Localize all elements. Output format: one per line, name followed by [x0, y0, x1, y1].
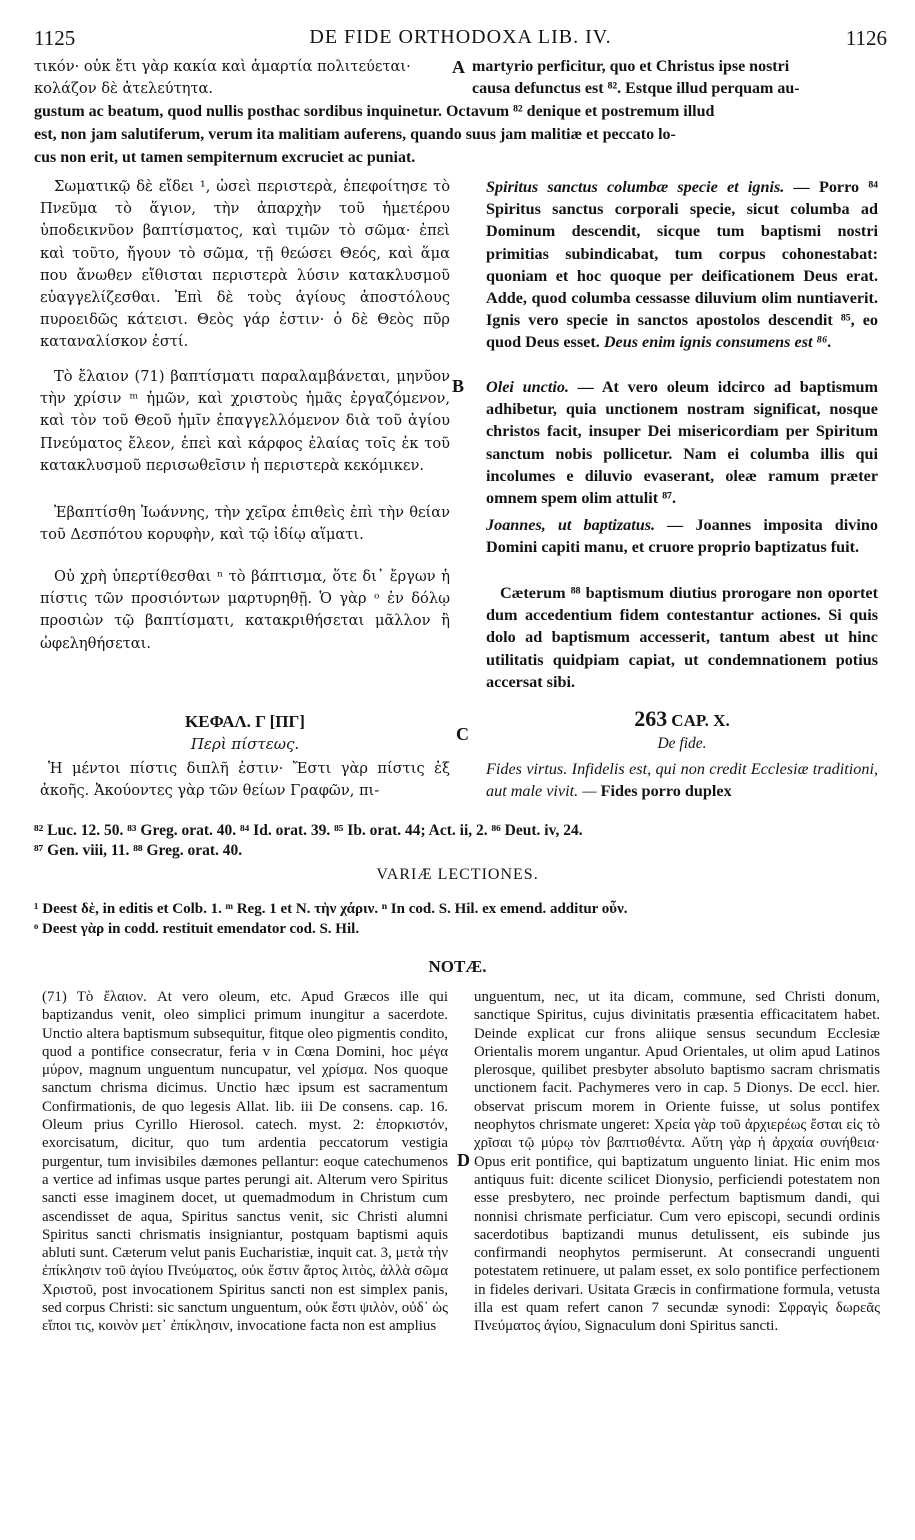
- latin-chapter-subtitle: De fide.: [657, 735, 707, 752]
- latin-text-3: Joannes imposita divino Domini capiti manu, et cruore proprio baptizatus fuit.: [486, 516, 878, 557]
- latin-sidenote-3: Joannes, ut baptizatus. —: [486, 516, 684, 534]
- latin-text-1: Porro ⁸⁴ Spiritus sanctus corporali specie, sicut columba ad Dominum descendit, sicque tum baptismi nostri primitias subindicabat, tum corpus cohonestabat: quoniam et hoc quoque per deificationem Deus erat. Adde, quod columba cessasse diluvium olim nuntiaverit. Ignis vero specie in sanctos apostolos descendit ⁸⁵, eo quod Deus esset.: [486, 178, 879, 352]
- intro-latin-line-2: causa defunctus est ⁸². Estque illud perquam au-: [472, 80, 800, 97]
- latin-sidenote-1: Spiritus sanctus columbæ specie et ignis. —: [486, 178, 810, 196]
- variae-line-1: ¹ Deest δὲ, in editis et Colb. 1. ᵐ Reg. 1 et N. τὴν χάριν. ⁿ In cod. S. Hil. ex emend. additur οὖν.: [34, 901, 628, 917]
- references-line-1: ⁸² Luc. 12. 50. ⁸³ Greg. orat. 40. ⁸⁴ Id. orat. 39. ⁸⁵ Ib. orat. 44; Act. ii, 2. ⁸⁶ Deut. iv, 24.: [34, 822, 583, 839]
- margin-mark-d: D: [457, 1150, 470, 1170]
- greek-paragraph-1: Σωματικῷ δὲ εἴδει ¹, ὡσεὶ περιστερὰ, ἐπεφοίτησε τὸ Πνεῦμα τὸ ἅγιον, τὴν ἀπαρχὴν τοῦ ἡμετέρου ὑποδεικνῦον βαπτίσματος, καὶ τιμῶν τὸ σῶμα· ἐπεὶ καὶ τοῦτο, ἤγουν τὸ σῶμα, τῇ θεώσει Θεός, καὶ ἅμα που ἄνωθεν εἴθισται περιστερὰ λύσιν κατακλυσμοῦ εὐαγγελίζεσθαι. Ἐπὶ δὲ τοὺς ἁγίους ἀποστόλους πυροειδῶς κάτεισι. Θεὸς γάρ ἐστιν· ὁ δὲ Θεὸς πῦρ καταναλίσκον ἐστί.: [40, 178, 450, 351]
- notae-title: NOTÆ.: [428, 957, 487, 976]
- notae-right-column: unguentum, nec, ut ita dicam, commune, sed Christi donum, sanctique Spiritus, cujus divinitatis præsentia efficacitatem habet. Deinde explicat cur frons aliique sensus secundum Ecclesiæ Orientalis morem ungantur. Apud Orientales, ut olim apud Latinos plerosque, quilibet presbyter absoluto baptismo sacram chrismatis unctionem facit. Pachymeres vero in cap. 5 Dionys. De eccl. hier. observat priscum morem in Oriente fuisse, ut solus pontifex neophytos chrismate ungeret: Χρεία γὰρ τοῦ ἀρχιερέως ἔσται εἰς τὸ χρῖσαι τῷ μύρῳ τὸν βαπτισθέντα. Αὕτη γὰρ ἡ ἀρχαία συνήθεια· Opus erit pontifice, qui baptizatum unguento liniat. Hic enim mos antiquus fuit: dicente scilicet Dionysio, perficiendi potestatem non esse presbytero, nec proinde perfectum baptismum dandi, qui nonnisi chrismate perficiatur. Cum vero episcopi, secundi ordinis sacerdotibus baptizandi munus detulissent, eis subinde jus confirmandi neophytos permiserunt. At consecrandi unguenti potestatem retinuere, ut palam esset, ex solo pontifice perfectionem in fideles derivari. Usitata Græcis in confirmatione formula, vetusta illa est quam refert canon 7 secundæ synodi: Σφραγὶς δωρεᾶς Πνεύματος ἁγίου, Signaculum doni Spiritus sancti.: [474, 989, 880, 1335]
- greek-paragraph-2: Τὸ ἔλαιον (71) βαπτίσματι παραλαμβάνεται, μηνῦον τὴν χρίσιν ᵐ ἡμῶν, καὶ χριστοὺς ἡμᾶς ἐργαζόμενον, καὶ τὸν τοῦ Θεοῦ ἡμῖν ἐπαγγελλόμενον διὰ τοῦ ἁγίου Πνεύματος ἔλεον, ἐπεὶ καὶ κάρφος ἐλαίας τοῖς ἐκ τοῦ κατακλυσμοῦ περισωθεῖσιν ἡ περιστερὰ κεκόμικεν.: [40, 368, 450, 474]
- latin-sidenote-5: Fides virtus. Infidelis est, qui non credit Ecclesiæ traditioni, aut male vivit. —: [486, 760, 878, 801]
- running-title: DE FIDE ORTHODOXA LIB. IV.: [309, 26, 612, 48]
- greek-paragraph-4: Οὐ χρὴ ὑπερτίθεσθαι ⁿ τὸ βάπτισμα, ὅτε δι᾽ ἔργων ἡ πίστις τῶν προσιόντων μαρτυρηθῇ. Ὁ γὰρ ᵒ ἐν δόλῳ προσιὼν τῷ βαπτίσματι, κατακριθήσεται μᾶλλον ἢ ὠφεληθήσεται.: [40, 568, 450, 652]
- greek-chapter-title: ΚΕΦΑΛ. Γ [ΠΓ]: [185, 712, 305, 731]
- latin-paragraph-3: [486, 514, 878, 582]
- intro-latin-line-1: martyrio perficitur, quo et Christus ipse nostri: [472, 58, 790, 75]
- latin-paragraph-4: Cæterum ⁸⁸ baptismum diutius prorogare non oportet dum accedentium fidem contestantur actiones. Si quis dolo ad baptismum accesserit, tantum abest ut hinc utilitatis quidpiam capiat, ut condemnationem potius accersat sibi.: [486, 584, 878, 691]
- notae-left-column: (71) Τὸ ἔλαιον. At vero oleum, etc. Apud Græcos ille qui baptizandus venit, oleo simplici primum inungitur a sacerdote. Unctio altera baptismum subsequitur, fitque oleo pigmentis condito, quod a pontifice consecratur, feria v in Cœna Domini, hoc μέγα μύρον, magnum unguentum nuncupatur, vel χρίσμα. Nos quoque sanctum chrisma dicimus. Unctio hæc ipsum est sacramentum Confirmationis, de quo legesis Allat. lib. iii De consens. cap. 16. Oleum prius Cyrillo Hierosol. catech. myst. 2: ἐπορκιστόν, exorcisatum, dicitur, quo tum ardentia peccatorum vestigia purgentur, tum invisibiles dæmones pellantur: eoque catechumenos a vertice ad infimas usque partes perungi ait. Alterum vero Spiritus sancti esse imaginem docet, ut quemadmodum in Christum cum ascendisset de aqua, Spiritus sanctus venit, sic Christi alumni Spiritus sancti chrismatis insigniantur, postquam baptismi aquis abluti sunt. Cæterum velut panis Eucharistiæ, inquit cat. 3, μετὰ τὴν ἐπίκλησιν τοῦ ἁγίου Πνεύματος, οὐκ ἔστιν ἄρτος λιτὸς, ἀλλὰ σῶμα Χριστοῦ, post invocationem Spiritus sancti non est simplex panis, sed corpus Christi: sic sanctum unguentum, οὐκ ἔστι ψιλὸν, οὐδ᾽ ὡς εἴποι τις, κοινὸν μετ᾽ ἐπίκλησιν, invocatione facta non est amplius: [42, 989, 448, 1335]
- margin-mark-b: B: [452, 376, 465, 396]
- greek-column: [40, 176, 450, 652]
- variae-lectiones-title: VARIÆ LECTIONES.: [376, 866, 539, 883]
- latin-chapter-heading: [486, 706, 878, 732]
- latin-chapter-title: CAP. X.: [671, 711, 730, 730]
- intro-latin-line-5: cus non erit, ut tamen sempiternum excruciet ac puniat.: [34, 149, 416, 166]
- latin-paragraph-2: [486, 376, 878, 510]
- latin-sidenote-2: Olei unctio. —: [486, 378, 594, 396]
- intro-latin-line-3: gustum ac beatum, quod nullis posthac sordibus inquinetur. Octavum ⁸² denique et postremum illud: [34, 103, 715, 120]
- latin-paragraph-1: [486, 176, 878, 376]
- greek-paragraph-5: Ἡ μέντοι πίστις διπλῆ ἐστιν· Ἔστι γὰρ πίστις ἐξ ἀκοῆς. Ἀκούοντες γὰρ τῶν θείων Γραφῶν, πι-: [40, 760, 450, 800]
- latin-text-1-end: Deus enim ignis consumens est ⁸⁶.: [603, 333, 832, 352]
- latin-text-5: Fides porro duplex: [600, 782, 732, 801]
- page-number-left: 1125: [34, 26, 76, 50]
- latin-column: [486, 176, 878, 693]
- intro-latin-line-4: est, non jam salutiferum, verum ita malitiam auferens, quando suus jam malitiæ et peccato lo-: [34, 126, 676, 143]
- chapter-number: 263: [634, 706, 668, 731]
- greek-chapter-subtitle: Περὶ πίστεως.: [190, 735, 300, 753]
- variae-line-2: ᵒ Deest γὰρ in codd. restituit emendator cod. S. Hil.: [34, 921, 360, 937]
- latin-text-2: At vero oleum idcirco ad baptismum adhibetur, quia unctionem nostram significat, nosque christos facit, insuper Dei misericordiam per Spiritum sanctum nobis pollicetur. Nam ei columba illis qui incolumes e diluvio evaserant, oleæ ramum præter omnem spem olim attulit ⁸⁷.: [486, 378, 879, 508]
- greek-paragraph-3: Ἐβαπτίσθη Ἰωάννης, τὴν χεῖρα ἐπιθεὶς ἐπὶ τὴν θείαν τοῦ Δεσπότου κορυφὴν, καὶ τῷ ἰδίῳ αἵματι.: [40, 504, 450, 544]
- intro-greek-line-1: τικόν· οὐκ ἔτι γὰρ κακία καὶ ἁμαρτία πολιτεύεται·: [34, 58, 411, 75]
- running-header: [34, 26, 887, 54]
- margin-mark-a: A: [452, 57, 465, 77]
- page-number-right: 1126: [845, 26, 887, 50]
- latin-paragraph-5: [486, 758, 878, 802]
- margin-mark-c: C: [456, 724, 469, 744]
- references-line-2: ⁸⁷ Gen. viii, 11. ⁸⁸ Greg. orat. 40.: [34, 842, 243, 859]
- intro-greek-line-2: κολάζον δὲ ἀτελεύτητα.: [34, 80, 214, 97]
